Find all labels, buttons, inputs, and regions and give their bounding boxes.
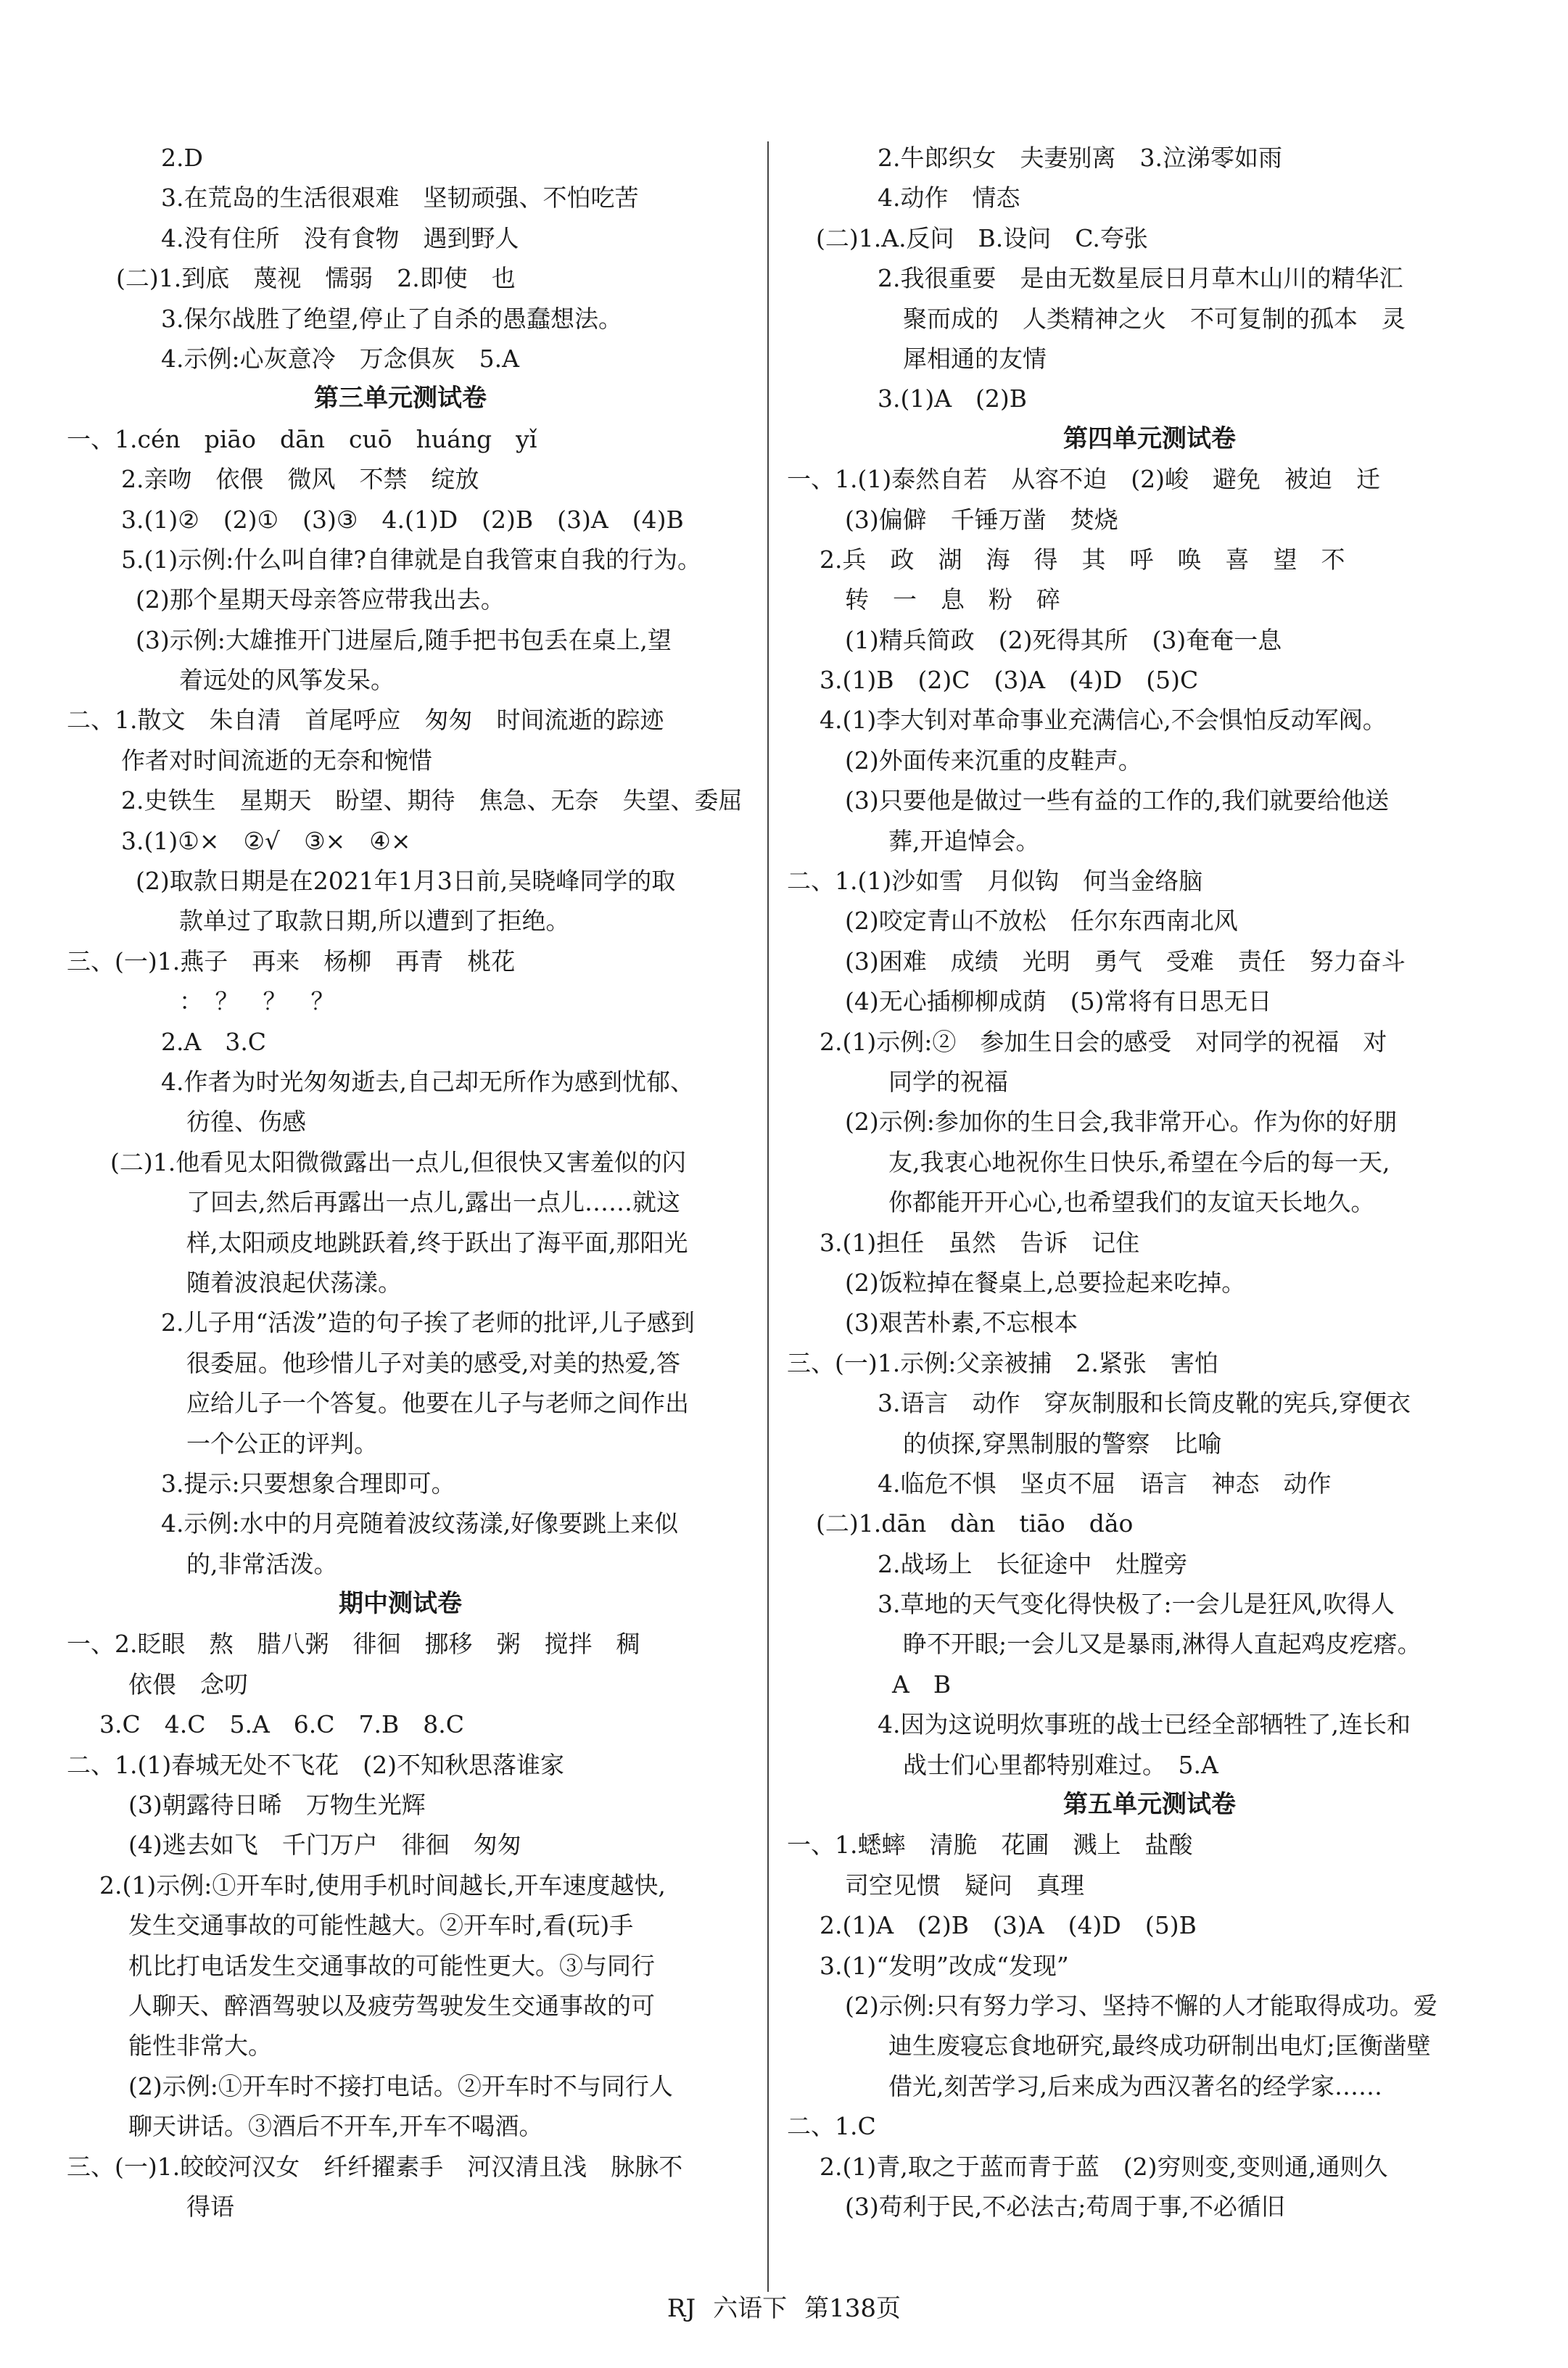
answer-line: 一、2.眨眼 熬 腊八粥 徘徊 挪移 粥 搅拌 稠 [67,1630,640,1659]
answer-line: 3.(1)①× ②√ ③× ④× [121,826,411,855]
answer-line: 样,太阳顽皮地跳跃着,终于跃出了海平面,那阳光 [186,1228,688,1257]
answer-line: ： ？ ？ ？ [179,987,335,1016]
answer-line: 战士们心里都特别难过。 5.A [903,1750,1218,1779]
answer-line: 3.保尔战胜了绝望,停止了自杀的愚蠢想法。 [161,304,622,333]
answer-line: 的侦探,穿黑制服的警察 比喻 [903,1429,1222,1458]
answer-line: 能性非常大。 [128,2031,272,2060]
answer-line: (3)偏僻 千锤万凿 焚烧 [845,505,1118,534]
answer-line: (3)只要他是做过一些有益的工作的,我们就要给他送 [845,786,1390,815]
footer-page-number: 第138页 [804,2294,901,2323]
answer-line: (4)无心插柳柳成荫 (5)常将有日思无日 [845,987,1272,1016]
answer-line: 依偎 念叨 [128,1670,248,1699]
answer-line: 机比打电话发生交通事故的可能性更大。③与同行 [128,1951,655,1980]
answer-line: (4)逃去如飞 千门万户 徘徊 匆匆 [128,1831,521,1860]
answer-line: (二)1.A.反问 B.设问 C.夸张 [816,223,1148,252]
answer-line: 3.C 4.C 5.A 6.C 7.B 8.C [99,1710,464,1739]
answer-line: 4.动作 情态 [878,183,1020,213]
answer-line: 二、1.C [787,2112,876,2141]
answer-line: (1)精兵简政 (2)死得其所 (3)奄奄一息 [845,625,1282,654]
answer-line: 3.提示:只要想象合理即可。 [161,1469,455,1498]
right-column [787,138,1512,2227]
answer-line: 2.牛郎织女 夫妻别离 3.泣涕零如雨 [878,144,1282,172]
answer-line: 发生交通事故的可能性越大。②开车时,看(玩)手 [128,1911,634,1940]
answer-line: 二、1.(1)春城无处不飞花 (2)不知秋思落谁家 [67,1750,564,1779]
answer-line: (3)苟利于民,不必法古;苟周于事,不必循旧 [845,2192,1285,2221]
answer-line: 随着波浪起伏荡漾。 [186,1268,402,1297]
answer-line: (3)艰苦朴素,不忘根本 [845,1308,1078,1337]
answer-line: 迪生废寝忘食地研究,最终成功研制出电灯;匡衡凿壁 [888,2031,1431,2060]
answer-line: A B [892,1670,952,1699]
page-footer [0,2288,1568,2324]
answer-line: 转 一 息 粉 碎 [845,585,1060,614]
footer-edition: RJ [667,2294,696,2323]
answer-line: (2)取款日期是在2021年1月3日前,吴晓峰同学的取 [136,867,676,896]
answer-line: (二)1.他看见太阳微微露出一点儿,但很快又害羞似的闪 [110,1147,686,1176]
answer-line: 葬,开追悼会。 [888,826,1040,855]
answer-line: (2)示例:①开车时不接打电话。②开车时不与同行人 [128,2071,673,2100]
answer-line: 很委屈。他珍惜儿子对美的感受,对美的热爱,答 [186,1348,680,1377]
column-divider [767,141,769,2292]
answer-line: 彷徨、伤感 [186,1107,306,1136]
answer-line: 一、1.cén piāo dān cuō huáng yǐ [67,424,537,453]
answer-line: 3.(1)“发明”改成“发现” [820,1951,1069,1980]
answer-line: (3)困难 成绩 光明 勇气 受难 责任 努力奋斗 [845,946,1406,975]
answer-line: 作者对时间流逝的无奈和惋惜 [121,746,432,775]
answer-line: 3.语言 动作 穿灰制服和长筒皮靴的宪兵,穿便衣 [878,1389,1411,1418]
answer-line: 三、(一)1.示例:父亲被捕 2.紧张 害怕 [787,1348,1218,1377]
answer-line: 二、1.(1)沙如雪 月似钩 何当金络脑 [787,867,1203,896]
answer-line: 一、1.(1)泰然自若 从容不迫 (2)峻 避免 被迫 迁 [787,465,1380,494]
answer-line: 4.没有住所 没有食物 遇到野人 [161,223,519,252]
answer-line: (2)那个星期天母亲答应带我出去。 [136,585,505,614]
answer-line: (二)1.到底 蔑视 懦弱 2.即使 也 [116,264,516,293]
answer-line: 3.(1)② (2)① (3)③ 4.(1)D (2)B (3)A (4)B [121,505,684,534]
answer-line: 2.(1)示例:①开车时,使用手机时间越长,开车速度越快, [99,1870,666,1899]
answer-line: 司空见惯 疑问 真理 [845,1870,1084,1899]
answer-line: 你都能开开心心,也希望我们的友谊天长地久。 [888,1188,1375,1217]
answer-line: 3.(1)B (2)C (3)A (4)D (5)C [820,666,1199,695]
answer-line: 二、1.散文 朱自清 首尾呼应 匆匆 时间流逝的踪迹 [67,706,664,735]
answer-line: 2.(1)示例:② 参加生日会的感受 对同学的祝福 对 [820,1027,1387,1056]
answer-line: 4.(1)李大钊对革命事业充满信心,不会惧怕反动军阀。 [820,706,1387,735]
section-heading: 第三单元测试卷 [314,384,487,413]
footer-subject: 六语下 [713,2294,788,2323]
section-heading: 期中测试卷 [339,1589,462,1619]
answer-line: 聚而成的 人类精神之火 不可复制的孤本 灵 [903,304,1406,333]
answer-line: 了回去,然后再露出一点儿,露出一点儿……就这 [186,1188,680,1217]
answer-line: (2)饭粒掉在餐桌上,总要捡起来吃掉。 [845,1268,1246,1297]
answer-line: 4.作者为时光匆匆逝去,自己却无所作为感到忧郁、 [161,1067,694,1096]
answer-line: (3)朝露待日晞 万物生光辉 [128,1791,426,1820]
answer-line: 得语 [186,2192,234,2221]
answer-line: 人聊天、醉酒驾驶以及疲劳驾驶发生交通事故的可 [128,1991,655,2020]
answer-line: 3.在荒岛的生活很艰难 坚韧顽强、不怕吃苦 [161,183,639,213]
answer-line: (2)外面传来沉重的皮鞋声。 [845,746,1142,775]
answer-line: 2.(1)A (2)B (3)A (4)D (5)B [820,1911,1197,1940]
answer-line: 2.A 3.C [161,1027,267,1056]
answer-line: 3.(1)A (2)B [878,384,1028,413]
section-heading: 第四单元测试卷 [1063,424,1236,453]
answer-line: 犀相通的友情 [903,344,1047,373]
answer-line: (二)1.dān dàn tiāo dǎo [816,1509,1134,1538]
answer-line: 4.因为这说明炊事班的战士已经全部牺牲了,连长和 [878,1710,1411,1739]
answer-line: 一、1.蟋蟀 清脆 花圃 溅上 盐酸 [787,1831,1193,1860]
answer-line: 2.我很重要 是由无数星辰日月草木山川的精华汇 [878,264,1403,293]
answer-line: 应给儿子一个答复。他要在儿子与老师之间作出 [186,1389,689,1418]
answer-line: (3)示例:大雄推开门进屋后,随手把书包丢在桌上,望 [136,625,672,654]
answer-line: 三、(一)1.皎皎河汉女 纤纤擢素手 河汉清且浅 脉脉不 [67,2152,683,2181]
answer-line: 4.临危不惧 坚贞不屈 语言 神态 动作 [878,1469,1332,1498]
answer-line: 一个公正的评判。 [186,1429,378,1458]
answer-line: 聊天讲话。③酒后不开车,开车不喝酒。 [128,2112,543,2141]
answer-line: (2)示例:只有努力学习、坚持不懈的人才能取得成功。爱 [845,1991,1437,2020]
answer-line: 2.兵 政 湖 海 得 其 呼 唤 喜 望 不 [820,545,1345,574]
answer-line: 2.战场上 长征途中 灶膛旁 [878,1549,1188,1578]
answer-line: 友,我衷心地祝你生日快乐,希望在今后的每一天, [888,1147,1390,1176]
answer-line: (2)咬定青山不放松 任尔东西南北风 [845,907,1238,936]
answer-line: 借光,刻苦学习,后来成为西汉著名的经学家…… [888,2071,1382,2100]
answer-line: 2.史铁生 星期天 盼望、期待 焦急、无奈 失望、委屈 [121,786,743,815]
answer-line: 款单过了取款日期,所以遭到了拒绝。 [179,907,570,936]
answer-line: 2.(1)青,取之于蓝而青于蓝 (2)穷则变,变则通,通则久 [820,2152,1388,2181]
answer-line: 2.D [161,144,203,172]
answer-line: 着远处的风筝发呆。 [179,666,395,695]
answer-line: 三、(一)1.燕子 再来 杨柳 再青 桃花 [67,946,516,975]
section-heading: 第五单元测试卷 [1063,1790,1236,1820]
answer-line: 睁不开眼;一会儿又是暴雨,淋得人直起鸡皮疙瘩。 [903,1630,1421,1659]
answer-line: 4.示例:水中的月亮随着波纹荡漾,好像要跳上来似 [161,1509,679,1538]
answer-line: 的,非常活泼。 [186,1549,338,1578]
answer-line: (2)示例:参加你的生日会,我非常开心。作为你的好朋 [845,1107,1398,1136]
answer-line: 同学的祝福 [888,1067,1008,1096]
left-column [52,138,748,2227]
answer-line: 4.示例:心灰意冷 万念俱灰 5.A [161,344,519,373]
answer-line: 3.草地的天气变化得快极了:一会儿是狂风,吹得人 [878,1590,1395,1619]
answer-line: 5.(1)示例:什么叫自律?自律就是自我管束自我的行为。 [121,545,702,574]
answer-line: 3.(1)担任 虽然 告诉 记住 [820,1228,1140,1257]
answer-line: 2.儿子用“活泼”造的句子挨了老师的批评,儿子感到 [161,1308,695,1337]
answer-line: 2.亲吻 依偎 微风 不禁 绽放 [121,465,479,494]
